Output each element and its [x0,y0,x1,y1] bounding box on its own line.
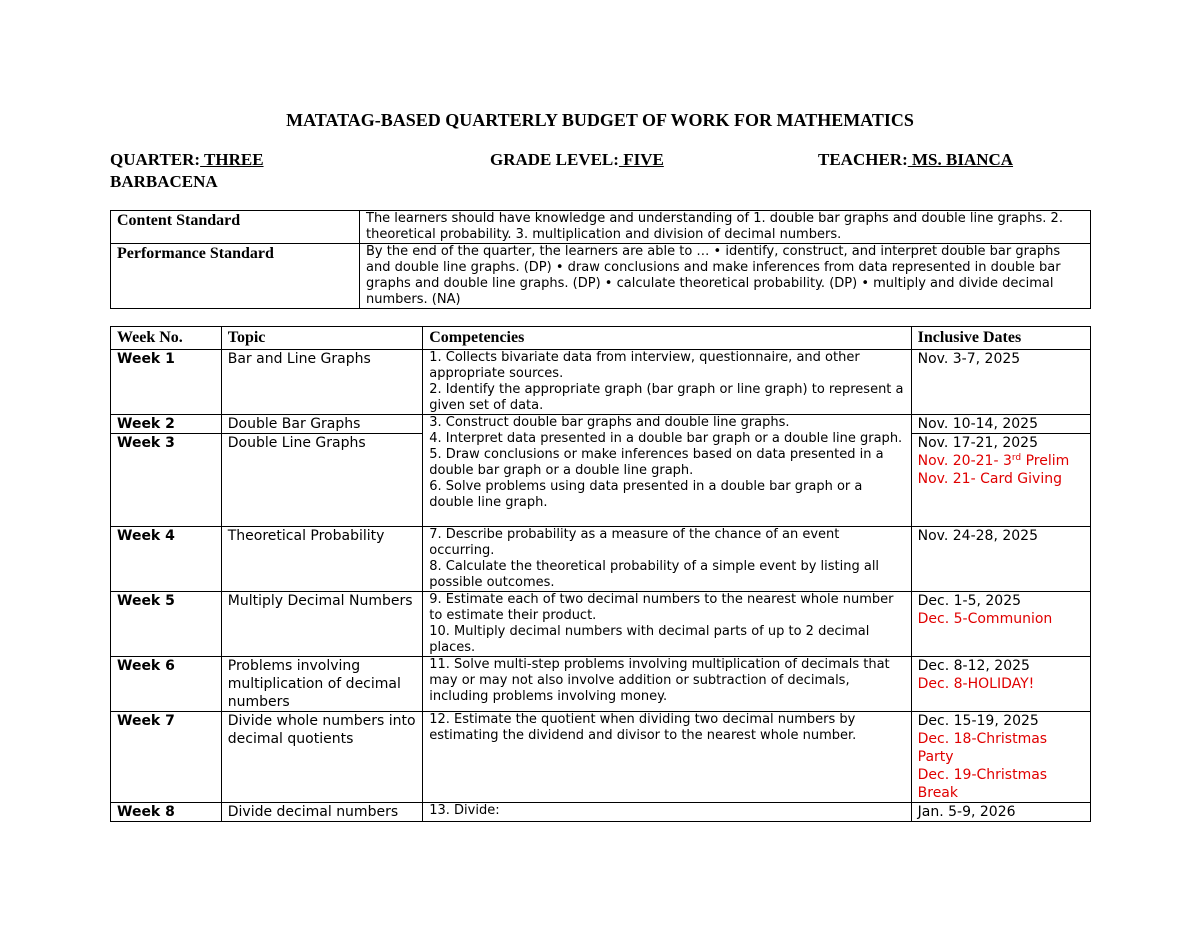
competency-item: 11. Solve multi-step problems involving multiplication of decimals that may or may not also involve addition or subtraction of decimals, including problems involving money. [429,657,890,704]
dates-cell [911,712,1090,803]
topic-cell: Divide decimal numbers [221,803,422,822]
content-standard-row [111,211,1091,244]
competency-item: 5. Draw conclusions or make inferences based on data presented in a double bar graph or a double line graph. [429,447,884,478]
performance-standard-text: By the end of the quarter, the learners are able to … • identify, construct, and interpret double bar graphs and double line graphs. (DP) • draw conclusions and make inferences from data represented in double bar graphs and double line graphs. (DP) • calculate theoretical probability. (DP) • multiply and divide decimal numbers. (NA) [360,244,1091,309]
header-dates: Inclusive Dates [911,327,1090,350]
competency-cell [423,415,911,527]
date-range: Nov. 10-14, 2025 [917,416,1038,432]
topic-cell: Double Bar Graphs [221,415,422,434]
date-range: Nov. 3-7, 2025 [917,351,1021,367]
quarter-label: QUARTER: [110,150,201,169]
topic-cell: Bar and Line Graphs [221,350,422,415]
content-standard-text: The learners should have knowledge and understanding of 1. double bar graphs and double line graphs. 2. theoretical probability. 3. multiplication and division of decimal numbers. [360,211,1091,244]
event-note: Dec. 18-Christmas Party [917,731,1048,765]
week-cell: Week 3 [111,434,222,527]
grade-level-label: GRADE LEVEL: [490,150,619,169]
event-note: Nov. 21- Card Giving [917,471,1062,487]
table-row [111,657,1091,712]
header-competencies: Competencies [423,327,911,350]
week-cell: Week 1 [111,350,222,415]
competency-item: 8. Calculate the theoretical probability of a simple event by listing all possible outcomes. [429,559,880,590]
standards-table [110,210,1091,309]
quarter-value: THREE [200,150,264,169]
week-cell: Week 2 [111,415,222,434]
grade-level-value: FIVE [618,150,664,169]
event-note: Nov. 20-21- 3rd Prelim [917,453,1070,469]
dates-cell [911,592,1090,657]
event-note: Dec. 19-Christmas Break [917,767,1048,801]
date-range: Jan. 5-9, 2026 [917,804,1016,820]
budget-of-work-table [110,326,1091,822]
competency-cell [423,657,911,712]
week-cell: Week 4 [111,527,222,592]
competency-item: 13. Divide: [429,803,500,818]
teacher-field [818,150,1013,170]
week-cell: Week 8 [111,803,222,822]
quarter-field [110,150,380,170]
dates-cell [911,434,1090,527]
performance-standard-label: Performance Standard [111,244,360,309]
competency-cell [423,712,911,803]
event-note: Dec. 8-HOLIDAY! [917,676,1035,692]
week-cell: Week 7 [111,712,222,803]
dates-cell [911,657,1090,712]
table-row [111,350,1091,415]
table-row [111,415,1091,434]
header-topic: Topic [221,327,422,350]
competency-item: 3. Construct double bar graphs and double line graphs. [429,415,790,430]
teacher-value: MS. BIANCA [907,150,1014,169]
topic-cell: Problems involving multiplication of decimal numbers [221,657,422,712]
dates-cell [911,527,1090,592]
date-range: Nov. 17-21, 2025 [917,435,1038,451]
date-range: Dec. 15-19, 2025 [917,713,1039,729]
grade-level-field [490,150,664,170]
week-cell: Week 5 [111,592,222,657]
competency-item: 7. Describe probability as a measure of the chance of an event occurring. [429,527,840,558]
topic-cell: Double Line Graphs [221,434,422,527]
table-row [111,527,1091,592]
week-cell: Week 6 [111,657,222,712]
table-row [111,712,1091,803]
dates-cell [911,350,1090,415]
date-range: Nov. 24-28, 2025 [917,528,1038,544]
competency-item: 9. Estimate each of two decimal numbers to the nearest whole number to estimate their product. [429,592,894,623]
topic-cell: Theoretical Probability [221,527,422,592]
event-note: Dec. 5-Communion [917,611,1053,627]
table-header-row [111,327,1091,350]
competency-cell [423,350,911,415]
performance-standard-row [111,244,1091,309]
document-title: MATATAG-BASED QUARTERLY BUDGET OF WORK FOR MATHEMATICS [286,110,914,130]
table-row [111,803,1091,822]
competency-cell [423,527,911,592]
topic-cell: Divide whole numbers into decimal quotients [221,712,422,803]
competency-cell [423,592,911,657]
competency-item: 6. Solve problems using data presented in a double bar graph or a double line graph. [429,479,863,510]
teacher-name-continued: BARBACENA [110,172,218,191]
competency-item: 12. Estimate the quotient when dividing two decimal numbers by estimating the dividend and divisor to the nearest whole number. [429,712,857,743]
table-row [111,592,1091,657]
date-range: Dec. 1-5, 2025 [917,593,1022,609]
date-range: Dec. 8-12, 2025 [917,658,1030,674]
competency-item: 4. Interpret data presented in a double bar graph or a double line graph. [429,431,903,446]
topic-cell: Multiply Decimal Numbers [221,592,422,657]
header-week: Week No. [111,327,222,350]
teacher-label: TEACHER: [818,150,908,169]
dates-cell [911,415,1090,434]
competency-item: 10. Multiply decimal numbers with decimal parts of up to 2 decimal places. [429,624,870,655]
competency-item: 1. Collects bivariate data from interview, questionnaire, and other appropriate sources. [429,350,860,381]
competency-cell [423,803,911,822]
content-standard-label: Content Standard [111,211,360,244]
competency-item: 2. Identify the appropriate graph (bar graph or line graph) to represent a given set of data. [429,382,904,413]
dates-cell [911,803,1090,822]
